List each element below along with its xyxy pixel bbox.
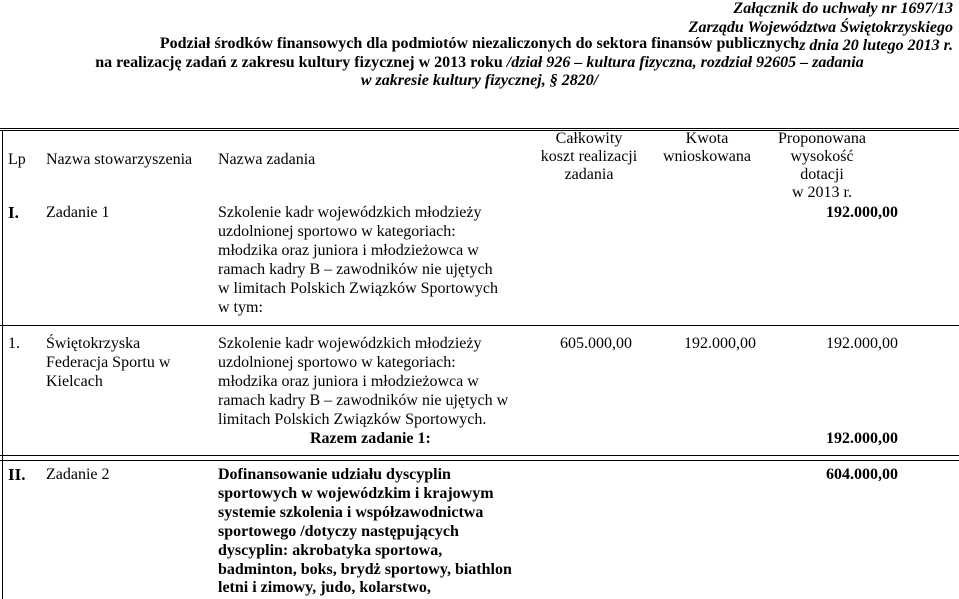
section-2-description-line: systemie szkolenia i współzawodnictwa [218, 503, 484, 521]
annex-line-1: Załącznik do uchwały nr 1697/13 [733, 0, 953, 17]
row-1-lp: 1. [8, 335, 20, 352]
row-1-task-line: Szkolenie kadr wojewódzkich młodzieży [218, 335, 482, 352]
header-proposed-line: wysokość [790, 148, 854, 165]
section-1-proposed-amount: 192.000,00 [826, 204, 898, 221]
section-2-description-line: badminton, boks, brydż sportowy, biathlon [218, 560, 512, 578]
section-2-proposed-amount: 604.000,00 [826, 466, 898, 483]
section-2-number: II. [8, 465, 26, 484]
section-1-description-line: w limitach Polskich Związków Sportowych [218, 279, 498, 297]
section-1-description-line: w tym: [218, 298, 263, 316]
section-2-description-line: letni i zimowy, judo, kolarstwo, [218, 579, 431, 597]
annex-line-2: Zarządu Województwa Świętokrzyskiego [688, 18, 953, 36]
section-1-bottom-rule [0, 325, 959, 326]
header-total-cost-line: koszt realizacji [540, 148, 638, 165]
header-total-cost [524, 130, 654, 184]
section-1-label: Zadanie 1 [46, 204, 110, 221]
row-1-association-line: Federacja Sportu w [46, 353, 171, 371]
section-2-description-line: Dofinansowanie udziału dyscyplin [218, 466, 451, 483]
title-line-1: Podział środków finansowych dla podmiotów niezaliczonych do sektora finansów publicznych [159, 35, 800, 52]
subtotal-value: 192.000,00 [826, 430, 898, 447]
section-2-description-line: sportowych w wojewódzkim i krajowym [218, 484, 494, 502]
header-proposed-line: w 2013 r. [792, 184, 852, 201]
subtotal-label: Razem zadanie 1: [310, 430, 431, 447]
row-1-proposed-amount: 192.000,00 [826, 335, 898, 352]
header-requested-amount [652, 130, 762, 166]
row-1-total-cost: 605.000,00 [560, 335, 632, 352]
title-line-3: w zakresie kultury fizycznej, § 2820/ [360, 72, 599, 89]
document-title [0, 35, 959, 91]
section-1-description-line: uzdolnionej sportowo w kategoriach: [218, 222, 456, 240]
header-requested-line: wnioskowana [663, 148, 751, 165]
row-1-task [218, 335, 508, 430]
header-task-name: Nazwa zadania [218, 151, 316, 168]
section-1-number: I. [8, 203, 19, 222]
section-2-description-line: sportowego /dotyczy następujących [218, 522, 459, 540]
header-association-name: Nazwa stowarzyszenia [46, 151, 193, 168]
title-line-2-start: na realizację zadań z zakresu kultury fizycznej w 2013 roku [95, 53, 507, 71]
header-total-cost-line: zadania [564, 166, 614, 183]
table-top-rule [0, 128, 959, 129]
section-1-description-line: Szkolenie kadr wojewódzkich młodzieży [218, 204, 482, 221]
table-left-rule [2, 130, 3, 599]
section-2-description [218, 466, 512, 598]
subtotal-bottom-rule [0, 455, 959, 456]
annex-line-3: z dnia 20 lutego 2013 r. [799, 37, 953, 54]
header-requested-line: Kwota [685, 130, 729, 147]
row-1-task-line: uzdolnionej sportowo w kategoriach: [218, 353, 456, 371]
section-1-description-line: ramach kadry B – zawodników nie ujętych [218, 260, 493, 278]
title-line-2-italic: /dział 926 – kultura fizyczna, rozdział 92605 – zadania [506, 53, 864, 71]
row-1-task-line: limitach Polskich Związków Sportowych. [218, 410, 487, 428]
title-line-2 [0, 54, 959, 73]
row-1-requested-amount: 192.000,00 [684, 335, 756, 352]
header-proposed-line: Proponowana [778, 130, 866, 147]
row-1-association [46, 335, 170, 392]
row-1-association-line: Kielcach [46, 372, 103, 390]
section-2-description-line: dyscyplin: akrobatyka sportowa, [218, 541, 443, 559]
header-lp: Lp [8, 151, 26, 168]
section-1-description [218, 204, 498, 317]
row-1-association-line: Świętokrzyska [46, 335, 141, 352]
header-total-cost-line: Całkowity [555, 130, 623, 147]
header-proposed-line: dotacji [800, 166, 844, 183]
section-2-label: Zadanie 2 [46, 466, 110, 483]
section-1-description-line: młodzika oraz juniora i młodzieżowca w [218, 241, 479, 259]
section-2-top-rule [0, 460, 959, 461]
header-proposed-amount [760, 130, 884, 202]
row-1-task-line: młodzika oraz juniora i młodzieżowca w [218, 372, 479, 390]
row-1-task-line: ramach kadry B – zawodników nie ujętych w [218, 391, 509, 409]
